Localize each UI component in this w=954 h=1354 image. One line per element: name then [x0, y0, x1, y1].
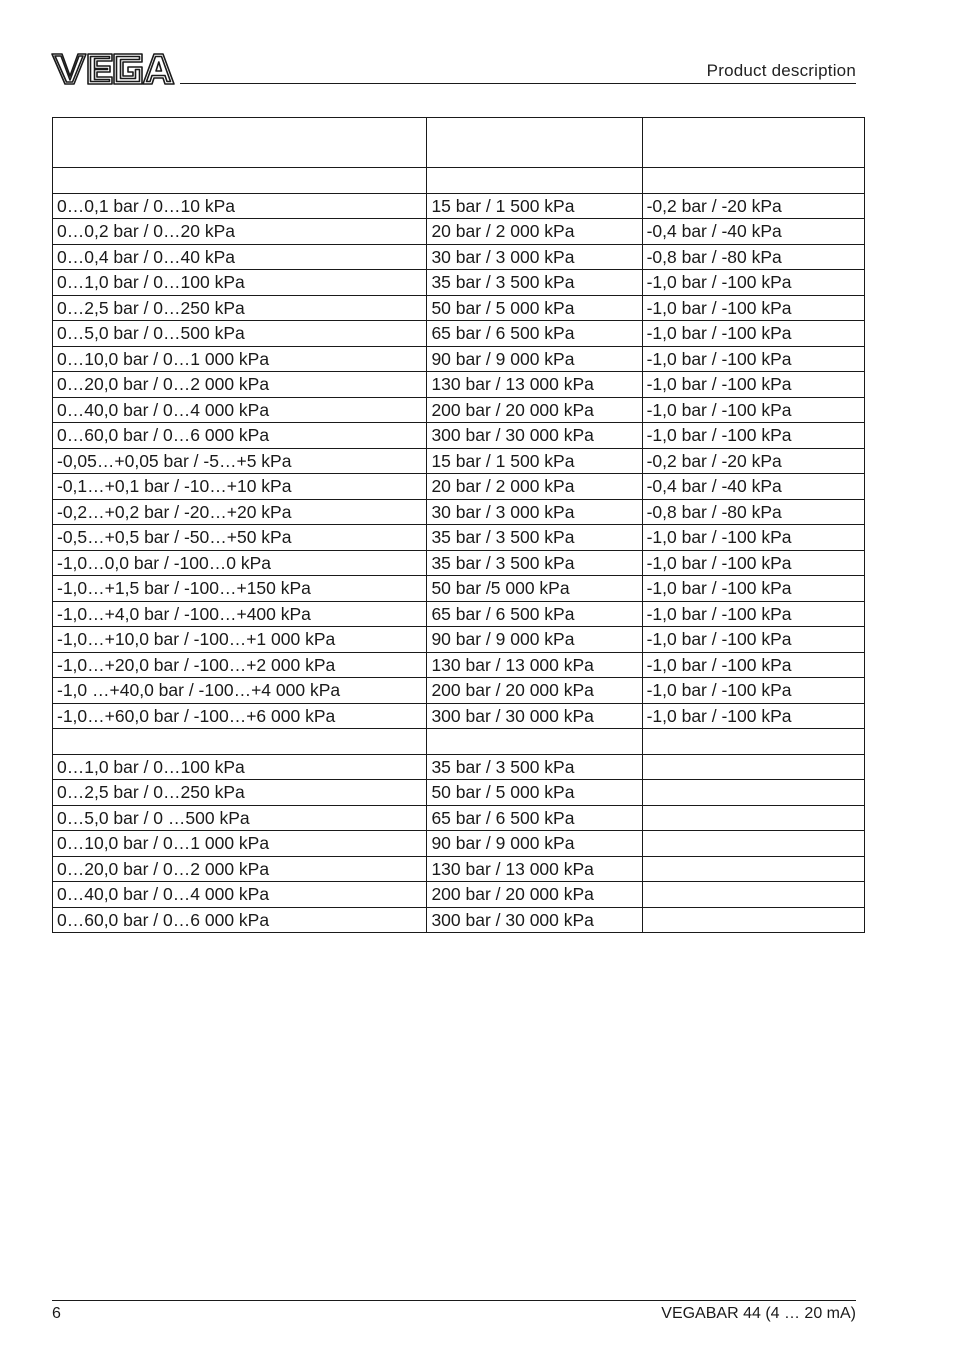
overload-cell: 50 bar /5 000 kPa [427, 576, 642, 602]
overload-cell: 35 bar / 3 500 kPa [427, 550, 642, 576]
table-row [53, 805, 865, 831]
vacuum-resistance-cell: -0,2 bar / -20 kPa [642, 448, 864, 474]
overload-cell: 35 bar / 3 500 kPa [427, 270, 642, 296]
page-number: 6 [52, 1305, 61, 1322]
vacuum-resistance-cell [642, 831, 864, 857]
table-row [53, 627, 865, 653]
header-rule [180, 83, 856, 84]
vacuum-resistance-cell [642, 882, 864, 908]
measuring-range-cell: 0…0,4 bar / 0…40 kPa [53, 244, 427, 270]
overload-cell: 130 bar / 13 000 kPa [427, 372, 642, 398]
measuring-range-cell: -0,2…+0,2 bar / -20…+20 kPa [53, 499, 427, 525]
vacuum-resistance-cell: -1,0 bar / -100 kPa [642, 525, 864, 551]
vacuum-resistance-cell: -1,0 bar / -100 kPa [642, 627, 864, 653]
column-header [53, 118, 427, 168]
overload-cell: 130 bar / 13 000 kPa [427, 652, 642, 678]
table-row [53, 831, 865, 857]
table-row [53, 448, 865, 474]
vacuum-resistance-cell: -1,0 bar / -100 kPa [642, 576, 864, 602]
overload-cell: 20 bar / 2 000 kPa [427, 474, 642, 500]
table-row [53, 219, 865, 245]
vacuum-resistance-cell: -0,4 bar / -40 kPa [642, 219, 864, 245]
measuring-range-cell: 0…1,0 bar / 0…100 kPa [53, 270, 427, 296]
vacuum-resistance-cell [642, 805, 864, 831]
measuring-range-cell: 0…0,2 bar / 0…20 kPa [53, 219, 427, 245]
overload-cell: 300 bar / 30 000 kPa [427, 423, 642, 449]
overload-cell: 200 bar / 20 000 kPa [427, 678, 642, 704]
measuring-range-cell: 0…5,0 bar / 0…500 kPa [53, 321, 427, 347]
measuring-range-cell: 0…40,0 bar / 0…4 000 kPa [53, 397, 427, 423]
table-row [53, 525, 865, 551]
table-row [53, 321, 865, 347]
measuring-range-cell: 0…1,0 bar / 0…100 kPa [53, 754, 427, 780]
vacuum-resistance-cell [642, 856, 864, 882]
overload-cell: 200 bar / 20 000 kPa [427, 397, 642, 423]
vacuum-resistance-cell [642, 907, 864, 933]
section-title: Product description [706, 61, 856, 80]
overload-cell: 65 bar / 6 500 kPa [427, 321, 642, 347]
table-row [53, 754, 865, 780]
table-row [53, 295, 865, 321]
vacuum-resistance-cell: -1,0 bar / -100 kPa [642, 372, 864, 398]
overload-cell: 200 bar / 20 000 kPa [427, 882, 642, 908]
vacuum-resistance-cell: -0,2 bar / -20 kPa [642, 193, 864, 219]
measuring-range-cell: -1,0…+20,0 bar / -100…+2 000 kPa [53, 652, 427, 678]
vacuum-resistance-cell: -1,0 bar / -100 kPa [642, 652, 864, 678]
measuring-range-cell: -0,5…+0,5 bar / -50…+50 kPa [53, 525, 427, 551]
measuring-range-cell: -1,0…+4,0 bar / -100…+400 kPa [53, 601, 427, 627]
overload-cell: 50 bar / 5 000 kPa [427, 295, 642, 321]
table-row [53, 678, 865, 704]
vacuum-resistance-cell: -1,0 bar / -100 kPa [642, 270, 864, 296]
vacuum-resistance-cell: -1,0 bar / -100 kPa [642, 550, 864, 576]
vega-logo [50, 50, 176, 88]
table-row [53, 907, 865, 933]
table-row [53, 372, 865, 398]
vacuum-resistance-cell: -1,0 bar / -100 kPa [642, 601, 864, 627]
vacuum-resistance-cell: -1,0 bar / -100 kPa [642, 423, 864, 449]
table-row [53, 193, 865, 219]
measuring-range-cell: -1,0…+1,5 bar / -100…+150 kPa [53, 576, 427, 602]
table-row [53, 270, 865, 296]
table-header-row [53, 118, 865, 168]
overload-cell: 20 bar / 2 000 kPa [427, 219, 642, 245]
table-row [53, 780, 865, 806]
overload-cell: 30 bar / 3 000 kPa [427, 499, 642, 525]
measuring-range-cell: -0,05…+0,05 bar / -5…+5 kPa [53, 448, 427, 474]
table-row [53, 499, 865, 525]
measuring-range-cell: 0…10,0 bar / 0…1 000 kPa [53, 346, 427, 372]
measuring-range-cell: -1,0 …+40,0 bar / -100…+4 000 kPa [53, 678, 427, 704]
overload-cell: 65 bar / 6 500 kPa [427, 805, 642, 831]
measuring-range-cell: 0…2,5 bar / 0…250 kPa [53, 295, 427, 321]
overload-cell: 50 bar / 5 000 kPa [427, 780, 642, 806]
measuring-range-cell: 0…20,0 bar / 0…2 000 kPa [53, 856, 427, 882]
vacuum-resistance-cell: -1,0 bar / -100 kPa [642, 321, 864, 347]
measuring-range-cell: -1,0…+10,0 bar / -100…+1 000 kPa [53, 627, 427, 653]
measuring-range-cell: 0…2,5 bar / 0…250 kPa [53, 780, 427, 806]
table-row [53, 550, 865, 576]
table-row [53, 601, 865, 627]
table-row [53, 856, 865, 882]
overload-cell: 30 bar / 3 000 kPa [427, 244, 642, 270]
table-row [53, 423, 865, 449]
overload-cell: 35 bar / 3 500 kPa [427, 525, 642, 551]
vacuum-resistance-cell: -0,8 bar / -80 kPa [642, 499, 864, 525]
measuring-range-cell: 0…10,0 bar / 0…1 000 kPa [53, 831, 427, 857]
vacuum-resistance-cell: -0,8 bar / -80 kPa [642, 244, 864, 270]
group-heading-row [53, 729, 865, 755]
overload-cell: 90 bar / 9 000 kPa [427, 831, 642, 857]
measuring-range-cell: 0…5,0 bar / 0 …500 kPa [53, 805, 427, 831]
vacuum-resistance-cell [642, 780, 864, 806]
table-row [53, 346, 865, 372]
overload-cell: 15 bar / 1 500 kPa [427, 448, 642, 474]
document-title: VEGABAR 44 (4 … 20 mA) [661, 1305, 856, 1322]
measuring-range-cell: 0…60,0 bar / 0…6 000 kPa [53, 423, 427, 449]
group-heading-row [53, 168, 865, 194]
column-header [642, 118, 864, 168]
measuring-range-table [52, 117, 865, 933]
overload-cell: 300 bar / 30 000 kPa [427, 907, 642, 933]
overload-cell: 300 bar / 30 000 kPa [427, 703, 642, 729]
vacuum-resistance-cell: -1,0 bar / -100 kPa [642, 703, 864, 729]
column-header [427, 118, 642, 168]
table-row [53, 703, 865, 729]
table-row [53, 576, 865, 602]
measuring-range-cell: -1,0…+60,0 bar / -100…+6 000 kPa [53, 703, 427, 729]
vacuum-resistance-cell: -0,4 bar / -40 kPa [642, 474, 864, 500]
vacuum-resistance-cell: -1,0 bar / -100 kPa [642, 295, 864, 321]
overload-cell: 130 bar / 13 000 kPa [427, 856, 642, 882]
measuring-range-cell: 0…20,0 bar / 0…2 000 kPa [53, 372, 427, 398]
measuring-range-cell: 0…60,0 bar / 0…6 000 kPa [53, 907, 427, 933]
overload-cell: 15 bar / 1 500 kPa [427, 193, 642, 219]
table-row [53, 397, 865, 423]
measuring-range-cell: -0,1…+0,1 bar / -10…+10 kPa [53, 474, 427, 500]
table-row [53, 474, 865, 500]
overload-cell: 90 bar / 9 000 kPa [427, 627, 642, 653]
measuring-range-cell: -1,0…0,0 bar / -100…0 kPa [53, 550, 427, 576]
vacuum-resistance-cell: -1,0 bar / -100 kPa [642, 346, 864, 372]
vacuum-resistance-cell: -1,0 bar / -100 kPa [642, 397, 864, 423]
overload-cell: 35 bar / 3 500 kPa [427, 754, 642, 780]
table-row [53, 244, 865, 270]
overload-cell: 65 bar / 6 500 kPa [427, 601, 642, 627]
measuring-range-cell: 0…0,1 bar / 0…10 kPa [53, 193, 427, 219]
table-row [53, 882, 865, 908]
measuring-range-cell: 0…40,0 bar / 0…4 000 kPa [53, 882, 427, 908]
vacuum-resistance-cell [642, 754, 864, 780]
overload-cell: 90 bar / 9 000 kPa [427, 346, 642, 372]
vacuum-resistance-cell: -1,0 bar / -100 kPa [642, 678, 864, 704]
table-row [53, 652, 865, 678]
footer-rule [52, 1300, 856, 1301]
